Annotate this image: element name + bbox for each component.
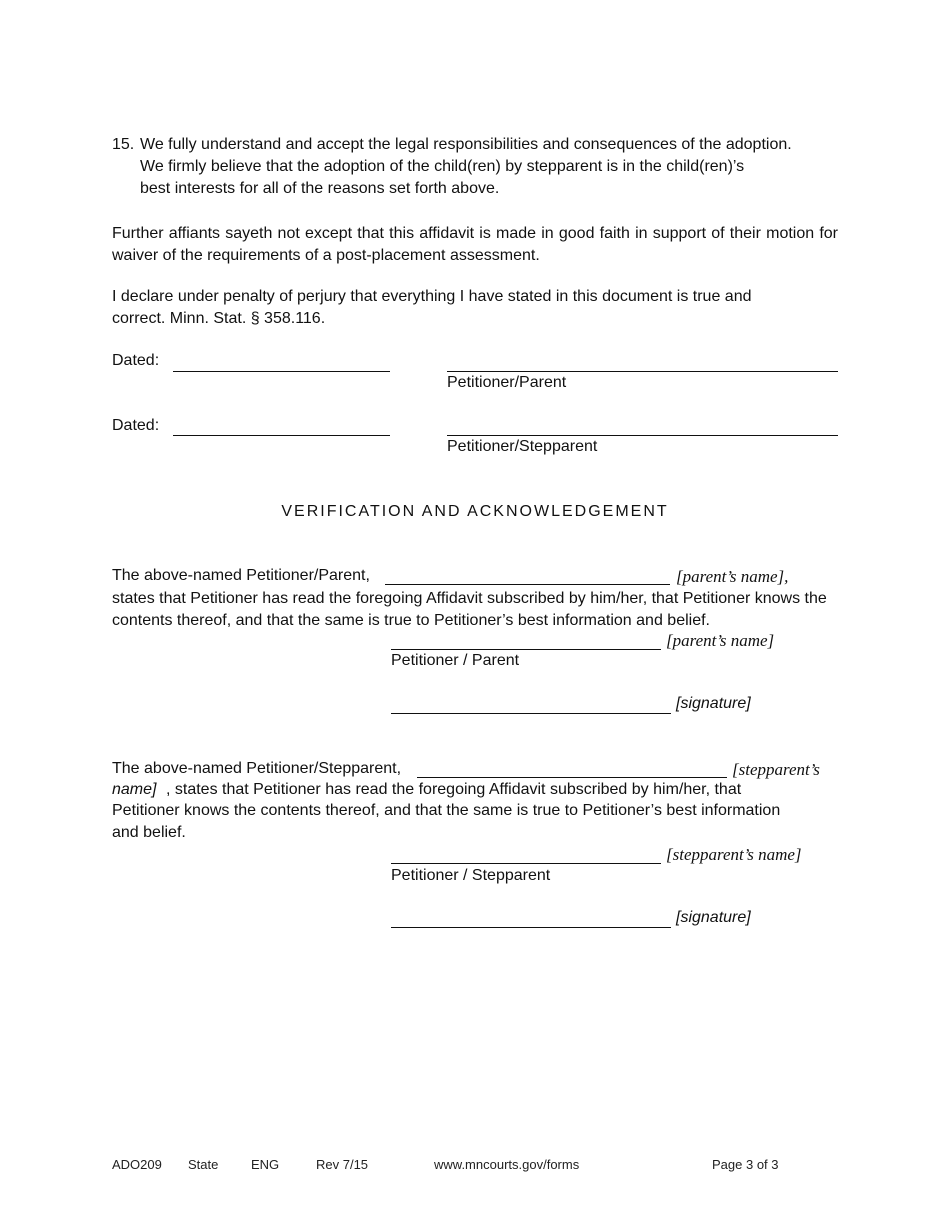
dated-label-1: Dated: bbox=[112, 352, 160, 369]
stepparent-verification-intro: The above-named Petitioner/Stepparent, bbox=[112, 760, 402, 777]
verification-heading: VERIFICATION AND ACKNOWLEDGEMENT bbox=[281, 503, 669, 520]
stepparent-signature-line[interactable] bbox=[447, 435, 838, 436]
petitioner-parent-label: Petitioner/Parent bbox=[447, 374, 567, 391]
footer-state: State bbox=[188, 1157, 219, 1172]
dated-label-2: Dated: bbox=[112, 417, 160, 434]
footer-form-id: ADO209 bbox=[112, 1157, 162, 1172]
parent-name-hint-2: [parent’s name] bbox=[666, 631, 775, 650]
stepparent-name-hint-2: [stepparent’s name] bbox=[666, 845, 802, 864]
stepparent-name-hint: [stepparent’s bbox=[732, 760, 820, 779]
parent-name-field-2[interactable] bbox=[391, 649, 661, 650]
dated-field-2[interactable] bbox=[173, 435, 390, 436]
item-15-number: 15. bbox=[112, 136, 135, 153]
petitioner-parent-verification-label: Petitioner / Parent bbox=[391, 652, 520, 669]
item-15-line-2: We firmly believe that the adoption of the child(ren) by stepparent is in the child(ren)’s bbox=[140, 158, 745, 175]
stepparent-name-field-2[interactable] bbox=[391, 863, 661, 864]
parent-verification-signature-line[interactable] bbox=[391, 713, 671, 714]
item-15-line-1: We fully understand and accept the legal responsibilities and consequences of the adoption. bbox=[140, 136, 792, 153]
stepparent-name-field[interactable] bbox=[417, 777, 727, 778]
parent-name-hint: [parent’s name], bbox=[676, 567, 789, 586]
parent-signature-hint: [signature] bbox=[676, 695, 751, 712]
declaration-line-1: I declare under penalty of perjury that everything I have stated in this document is true and bbox=[112, 288, 752, 305]
petitioner-stepparent-verification-label: Petitioner / Stepparent bbox=[391, 867, 551, 884]
footer-url: www.mncourts.gov/forms bbox=[434, 1157, 580, 1172]
stepparent-body-line-3: and belief. bbox=[112, 824, 186, 841]
stepparent-body-line-1: , states that Petitioner has read the foregoing Affidavit subscribed by him/her, that bbox=[166, 781, 742, 798]
stepparent-verification-signature-line[interactable] bbox=[391, 927, 671, 928]
stepparent-body-line-2: Petitioner knows the contents thereof, and that the same is true to Petitioner’s best information bbox=[112, 802, 781, 819]
declaration-line-2: correct. Minn. Stat. § 358.116. bbox=[112, 310, 326, 327]
parent-verification-body: states that Petitioner has read the foregoing Affidavit subscribed by him/her, that Petitioner knows the contents thereof, and that the same is true to Petitioner’s best information and belief. bbox=[112, 590, 827, 629]
parent-verification-intro: The above-named Petitioner/Parent, bbox=[112, 567, 370, 584]
parent-name-field[interactable] bbox=[385, 584, 670, 585]
petitioner-stepparent-label: Petitioner/Stepparent bbox=[447, 438, 598, 455]
further-affiants-paragraph: Further affiants sayeth not except that this affidavit is made in good faith in support of their motion for waiver of the requirements of a post-placement assessment. bbox=[112, 225, 838, 264]
footer-rev: Rev 7/15 bbox=[316, 1157, 369, 1172]
parent-signature-line[interactable] bbox=[447, 371, 838, 372]
dated-field-1[interactable] bbox=[173, 371, 390, 372]
footer-page-number: Page 3 of 3 bbox=[712, 1157, 779, 1172]
stepparent-name-hint-cont: name] bbox=[112, 781, 157, 798]
stepparent-signature-hint: [signature] bbox=[676, 909, 751, 926]
item-15-line-3: best interests for all of the reasons set forth above. bbox=[140, 180, 500, 197]
footer-lang: ENG bbox=[251, 1157, 280, 1172]
